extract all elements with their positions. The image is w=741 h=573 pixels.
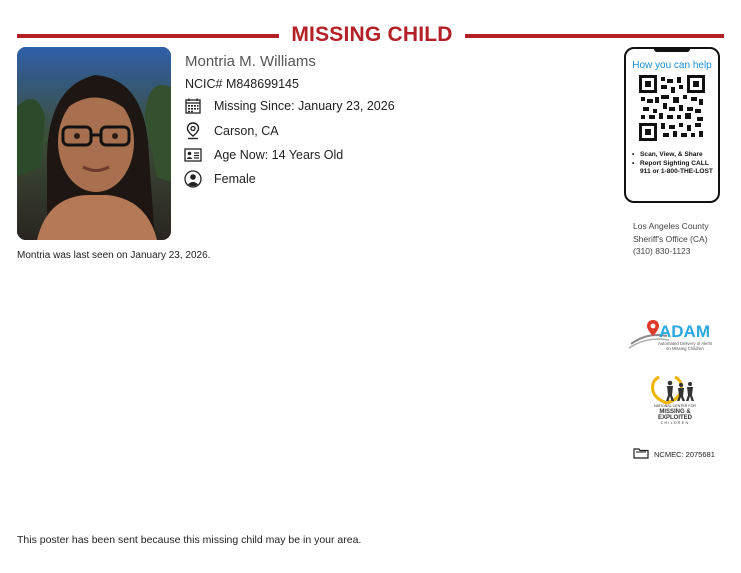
- age-row: [184, 145, 344, 165]
- calendar-icon: [184, 97, 202, 115]
- help-phone-card: [624, 47, 720, 203]
- help-item: • Report Sighting CALL 911 or 1-800-THE-LOST: [640, 160, 718, 177]
- help-list: [630, 151, 718, 177]
- adam-logo: [627, 318, 721, 354]
- ncmec-logo-line1: NATIONAL CENTER FOR: [654, 404, 696, 408]
- age-text: Age Now: 14 Years Old: [214, 148, 344, 162]
- adam-logo-tagline2: on Missing Children: [666, 346, 704, 351]
- title-rule-left: [17, 34, 279, 38]
- map-pin-icon: [184, 122, 202, 140]
- help-heading: How you can help: [632, 60, 712, 71]
- child-name: Montria M. Williams: [185, 53, 316, 70]
- ncmec-logo-line2: MISSING &: [659, 409, 691, 415]
- title-rule-right: [465, 34, 724, 38]
- agency-contact: [633, 220, 709, 258]
- agency-phone[interactable]: (310) 830-1123: [633, 246, 691, 256]
- footer-note: This poster has been sent because this missing child may be in your area.: [17, 534, 362, 546]
- help-item: • Scan, View, & Share: [640, 151, 718, 160]
- ncmec-logo-line4: CHILDREN: [660, 421, 690, 425]
- adam-logo-name: ADAM: [659, 322, 710, 341]
- ncic-number: NCIC# M848699145: [185, 77, 299, 91]
- ncmec-logo: [645, 369, 705, 429]
- ncmec-id: [633, 447, 715, 461]
- agency-name-line2: Sheriff's Office (CA): [633, 233, 708, 244]
- child-photo: [17, 47, 171, 240]
- id-card-icon: [184, 146, 202, 164]
- sex-text: Female: [214, 172, 256, 186]
- adam-logo-tagline1: Automated Delivery of Alerts: [658, 341, 713, 346]
- missing-since-text: Missing Since: January 23, 2026: [214, 99, 395, 113]
- agency-name-line1: Los Angeles County: [633, 221, 709, 231]
- phone-notch: [654, 48, 690, 52]
- ncmec-logo-line3: EXPLOITED: [657, 415, 693, 421]
- last-seen-text: Montria was last seen on January 23, 2026.: [17, 250, 211, 261]
- location-text: Carson, CA: [214, 124, 279, 138]
- folder-icon: [633, 447, 649, 461]
- missing-since-row: [184, 96, 395, 116]
- poster-title: MISSING CHILD: [291, 23, 453, 46]
- sex-row: [184, 169, 256, 189]
- location-row: [184, 121, 279, 141]
- ncmec-id-text: NCMEC: 2075681: [654, 449, 715, 459]
- person-icon: [184, 170, 202, 188]
- qr-code[interactable]: [639, 75, 705, 141]
